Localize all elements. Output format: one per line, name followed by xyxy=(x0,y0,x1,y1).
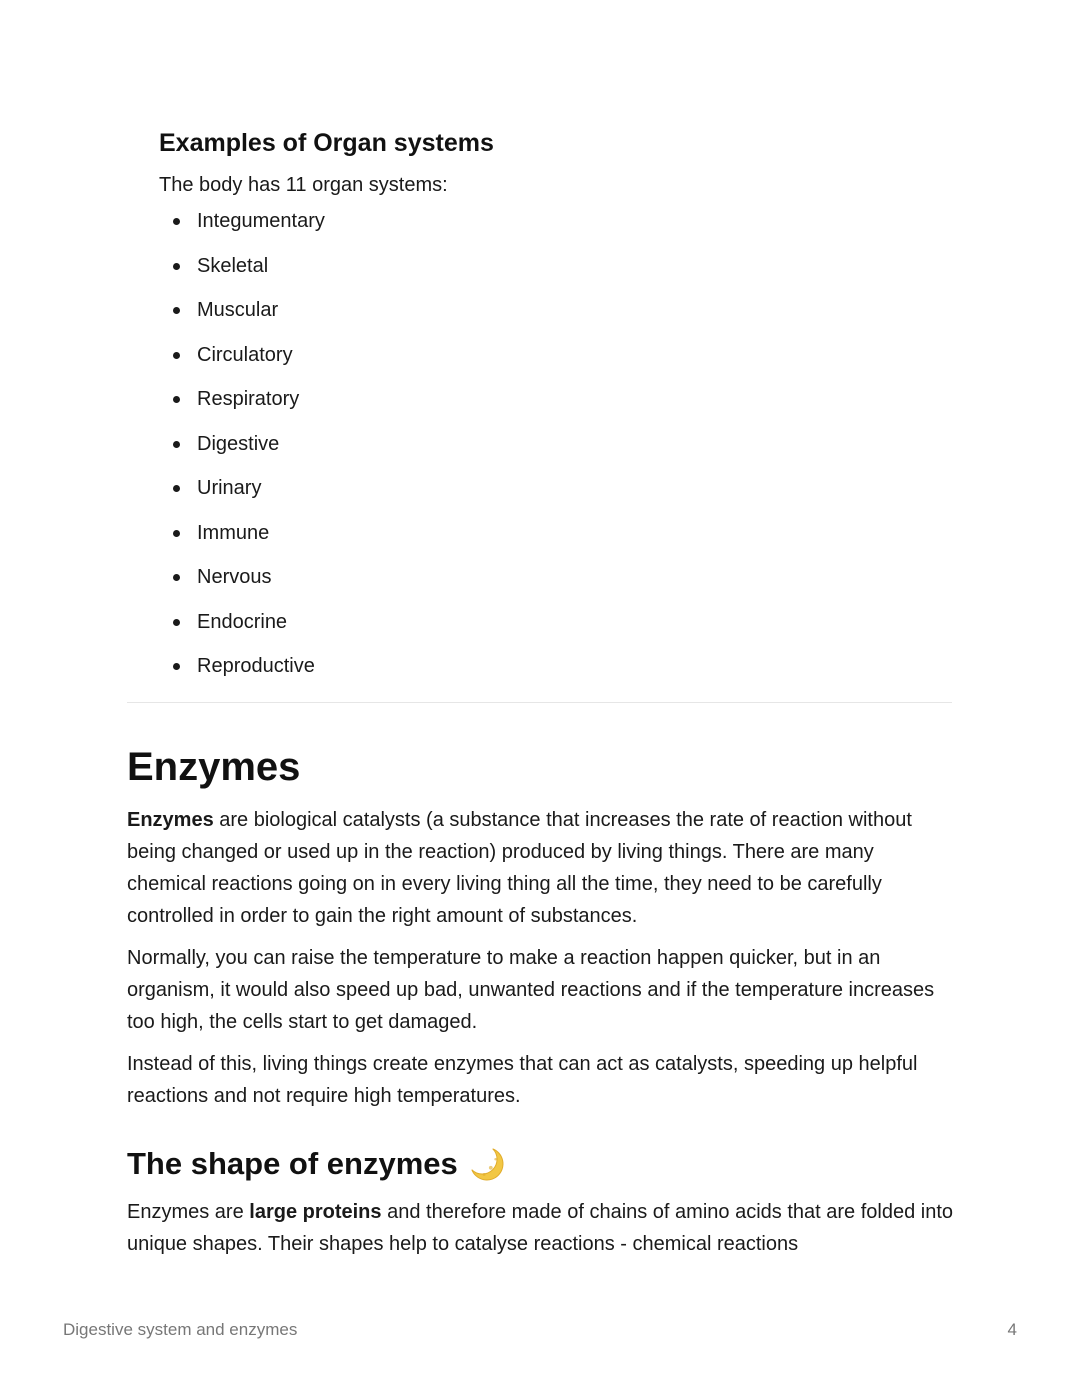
enzymes-paragraph-3: Instead of this, living things create enzymes that can act as catalysts, speeding up helpful reactions and not require high temperatures. xyxy=(127,1053,918,1107)
list-item xyxy=(159,429,939,459)
organ-systems-list xyxy=(159,206,939,681)
list-item xyxy=(159,651,939,681)
list-item-label: Muscular xyxy=(197,299,279,321)
list-item-label: Circulatory xyxy=(197,343,293,366)
list-item xyxy=(159,340,939,370)
footer-page-number: 4 xyxy=(1007,1320,1017,1339)
shape-of-enzymes-heading xyxy=(127,1142,957,1186)
list-item-label: Integumentary xyxy=(197,210,325,232)
enzymes-paragraph-2: Normally, you can raise the temperature to make a reaction happen quicker, but in an organism, it would also speed up bad, unwanted reactions and if the temperature increases too high, the cells start to get damaged. xyxy=(127,947,935,1033)
list-item xyxy=(159,473,939,503)
list-item-label: Urinary xyxy=(197,477,262,499)
footer-document-title: Digestive system and enzymes xyxy=(63,1320,298,1339)
list-item-label: Immune xyxy=(197,521,270,544)
shape-paragraph-start: Enzymes are xyxy=(127,1201,250,1223)
list-item-label: Reproductive xyxy=(197,655,315,677)
list-item-label: Skeletal xyxy=(197,254,269,277)
organ-systems-section xyxy=(159,124,939,696)
bullet-icon xyxy=(173,352,180,359)
bullet-icon xyxy=(173,396,180,403)
bullet-icon xyxy=(173,263,180,270)
list-item-label: Nervous xyxy=(197,566,272,588)
list-item-label: Endocrine xyxy=(197,610,288,633)
bullet-icon xyxy=(173,574,180,581)
list-item xyxy=(159,295,939,325)
list-item xyxy=(159,607,939,637)
shape-bold-term: large proteins xyxy=(249,1201,382,1223)
shape-heading-text: The shape of enzymes xyxy=(127,1146,458,1181)
organ-systems-intro: The body has 11 organ systems: xyxy=(159,174,448,196)
list-item-label: Respiratory xyxy=(197,388,300,410)
list-item xyxy=(159,251,939,281)
enzymes-bold-term: Enzymes xyxy=(127,809,214,831)
crescent-moon-icon xyxy=(468,1145,506,1183)
enzymes-paragraph-1-text: are biological catalysts (a substance that increases the rate of reaction without being changed or used up in the reaction) produced by living things. There are many chemical reactions going on in every living thing all the time, they need to be carefully controlled in order to gain the right amount of substances. xyxy=(127,809,912,927)
shape-paragraph-1 xyxy=(127,1196,957,1260)
bullet-icon xyxy=(173,307,180,314)
list-item-label: Digestive xyxy=(197,432,280,455)
bullet-icon xyxy=(173,663,180,670)
list-item xyxy=(159,562,939,592)
enzymes-heading: Enzymes xyxy=(127,745,301,789)
organ-systems-heading: Examples of Organ systems xyxy=(159,129,494,157)
enzymes-section xyxy=(127,740,957,1260)
bullet-icon xyxy=(173,218,180,225)
list-item xyxy=(159,384,939,414)
bullet-icon xyxy=(173,441,180,448)
list-item xyxy=(159,206,939,236)
enzymes-paragraph-1 xyxy=(127,804,957,932)
list-item xyxy=(159,518,939,548)
bullet-icon xyxy=(173,485,180,492)
section-divider xyxy=(127,702,952,703)
shape-paragraph-rest: and therefore made of chains of amino acids that are folded into unique shapes. Their shapes help to catalyse reactions - chemical reactions xyxy=(127,1201,953,1255)
bullet-icon xyxy=(173,530,180,537)
bullet-icon xyxy=(173,619,180,626)
